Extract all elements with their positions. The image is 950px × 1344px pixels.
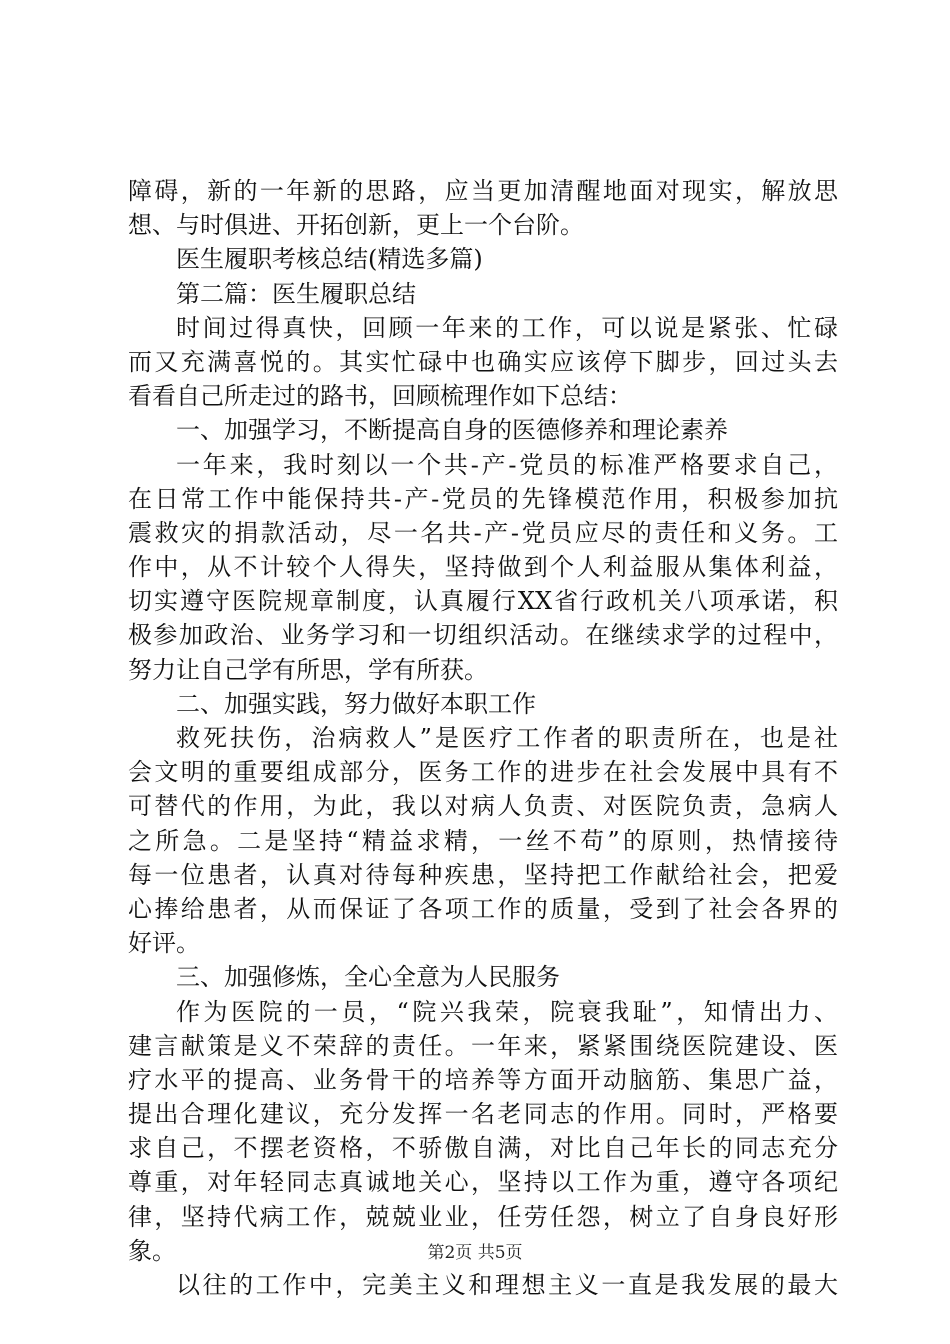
text-line: 障碍，新的一年新的思路，应当更加清醒地面对现实，解放思 xyxy=(128,177,838,205)
text-line: 提出合理化建议，充分发挥一名老同志的作用。同时，严格要 xyxy=(128,1100,838,1129)
text-line: 象。 xyxy=(128,1236,176,1265)
text-line: 疗水平的提高、业务骨干的培养等方面开动脑筋、集思广益， xyxy=(128,1065,838,1094)
text-line: 求自己，不摆老资格，不骄傲自满，对比自己年长的同志充分 xyxy=(128,1134,838,1163)
document-body xyxy=(128,174,838,1302)
text-line: 而又充满喜悦的。其实忙碌中也确实应该停下脚步，回过头去 xyxy=(128,347,838,376)
text-line: 在日常工作中能保持共-产-党员的先锋模范作用，积极参加抗 xyxy=(128,484,838,513)
text-line: 尊重，对年轻同志真诚地关心，坚持以工作为重，遵守各项纪 xyxy=(128,1168,838,1197)
text-line: 医生履职考核总结(精选多篇) xyxy=(176,245,483,274)
text-line: 第二篇：医生履职总结 xyxy=(176,279,416,308)
text-line: 每一位患者，认真对待每种疾患，坚持把工作献给社会，把爱 xyxy=(128,860,838,889)
text-line: 会文明的重要组成部分，医务工作的进步在社会发展中具有不 xyxy=(128,758,838,787)
text-line: 震救灾的捐款活动，尽一名共-产-党员应尽的责任和义务。工 xyxy=(128,518,838,547)
text-line: 二、加强实践，努力做好本职工作 xyxy=(176,689,536,718)
text-line: 切实遵守医院规章制度，认真履行XX省行政机关八项承诺，积 xyxy=(128,587,838,616)
page-footer: 第2页 共5页 xyxy=(427,1243,523,1263)
text-line: 以往的工作中，完美主义和理想主义一直是我发展的最大 xyxy=(176,1271,838,1299)
text-line: 想、与时俱进、开拓创新，更上一个台阶。 xyxy=(128,211,584,240)
text-line: 作中，从不计较个人得失，坚持做到个人利益服从集体利益， xyxy=(128,553,838,582)
text-line: 之所急。二是坚持“精益求精，一丝不苟”的原则，热情接待 xyxy=(128,826,838,855)
text-line: 时间过得真快，回顾一年来的工作，可以说是紧张、忙碌 xyxy=(176,313,838,342)
text-line: 一、加强学习，不断提高自身的医德修养和理论素养 xyxy=(176,416,728,445)
text-line: 极参加政治、业务学习和一切组织活动。在继续求学的过程中， xyxy=(128,621,838,650)
text-line: 三、加强修炼，全心全意为人民服务 xyxy=(176,963,560,992)
text-line: 努力让自己学有所思，学有所获。 xyxy=(128,655,488,684)
text-line: 可替代的作用，为此，我以对病人负责、对医院负责，急病人 xyxy=(128,792,838,821)
text-line: 救死扶伤，治病救人”是医疗工作者的职责所在，也是社 xyxy=(176,724,838,752)
text-line: 看看自己所走过的路书，回顾梳理作如下总结： xyxy=(128,382,632,411)
text-line: 作为医院的一员，“院兴我荣，院衰我耻”，知情出力、 xyxy=(176,997,838,1026)
text-line: 一年来，我时刻以一个共-产-党员的标准严格要求自己， xyxy=(176,450,838,479)
text-line: 好评。 xyxy=(128,929,200,958)
text-line: 建言献策是义不荣辞的责任。一年来，紧紧围绕医院建设、医 xyxy=(128,1031,838,1060)
text-line: 律，坚持代病工作，兢兢业业，任劳任怨，树立了自身良好形 xyxy=(128,1202,838,1231)
text-line: 心捧给患者，从而保证了各项工作的质量，受到了社会各界的 xyxy=(128,894,838,923)
